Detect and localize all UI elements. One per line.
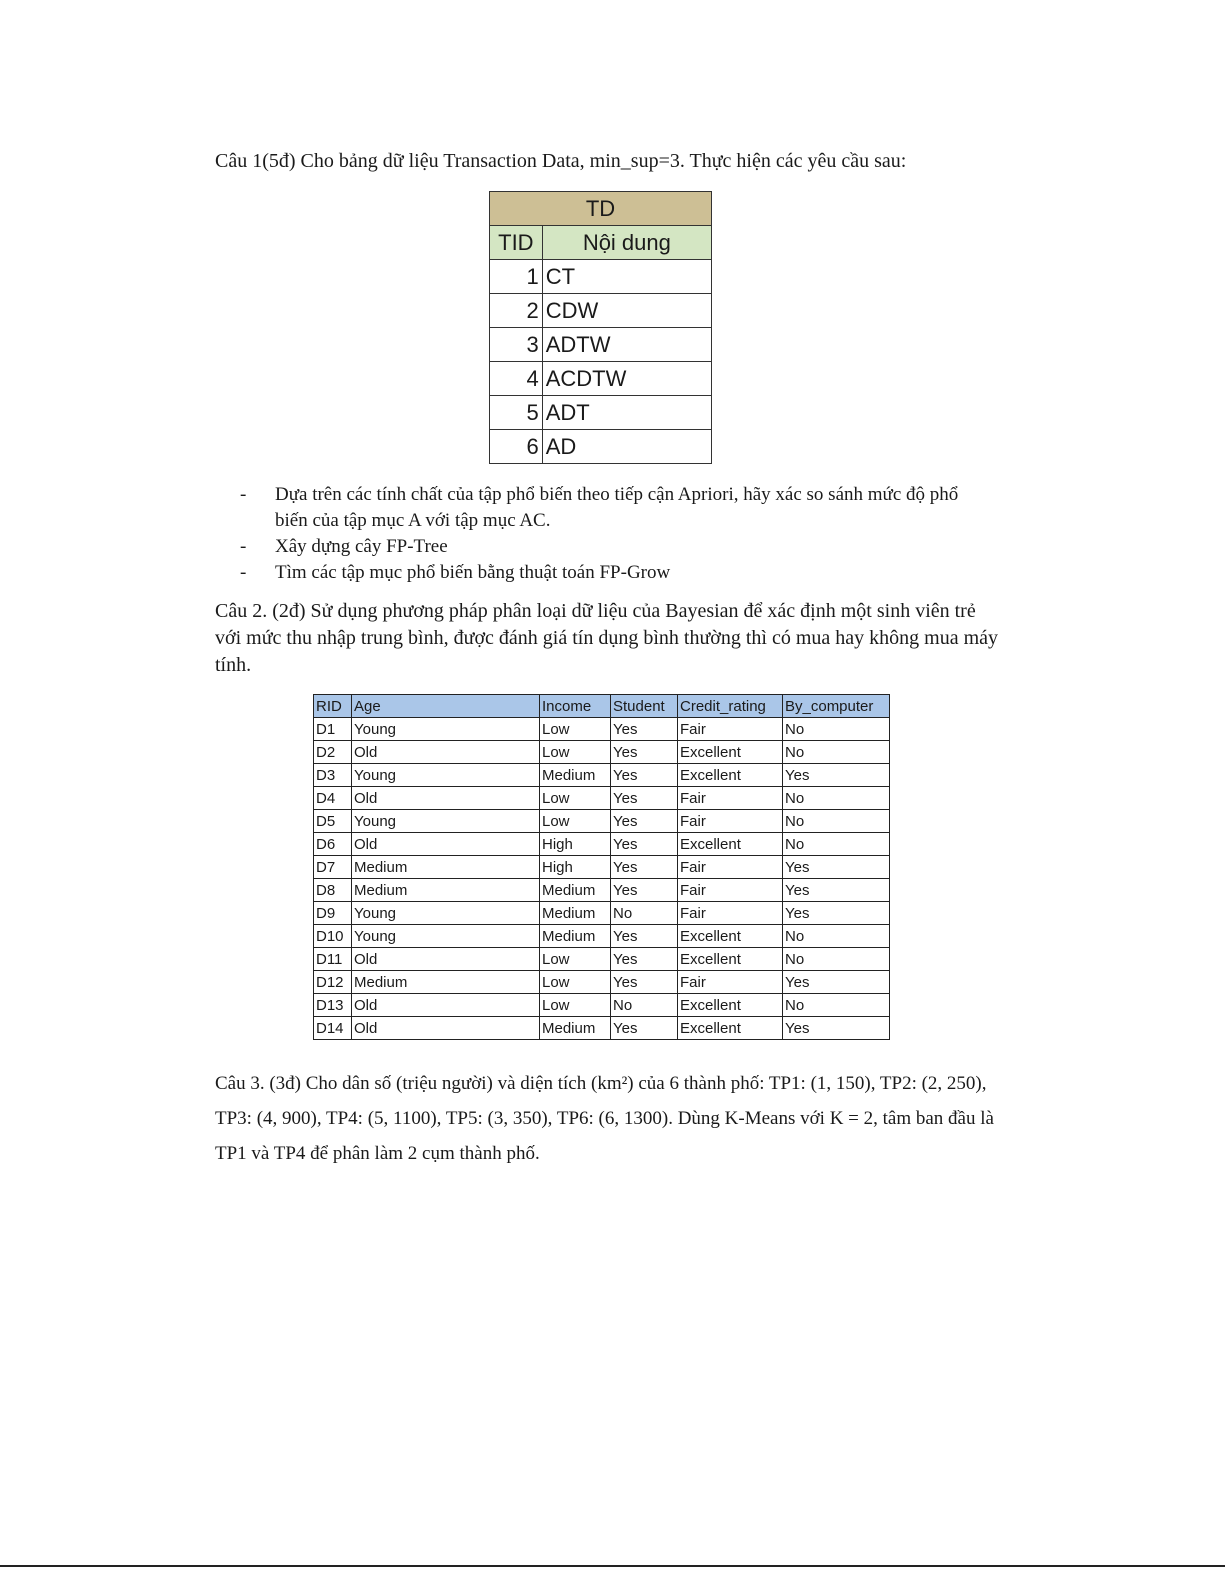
income-cell: Medium <box>540 764 611 787</box>
student-cell: Yes <box>611 764 678 787</box>
student-cell: Yes <box>611 741 678 764</box>
by-computer-cell: No <box>783 718 890 741</box>
table-row <box>490 362 712 396</box>
income-cell: High <box>540 833 611 856</box>
rid-cell: D14 <box>314 1017 352 1040</box>
by-computer-cell: No <box>783 833 890 856</box>
column-header-tid: TID <box>490 226 543 260</box>
table-row <box>314 925 890 948</box>
table-row <box>314 948 890 971</box>
page-bottom-rule <box>0 1565 1225 1567</box>
credit-rating-cell: Fair <box>678 879 783 902</box>
income-cell: High <box>540 856 611 879</box>
income-cell: Medium <box>540 902 611 925</box>
rid-cell: D8 <box>314 879 352 902</box>
student-cell: Yes <box>611 925 678 948</box>
rid-cell: D1 <box>314 718 352 741</box>
table-row <box>314 856 890 879</box>
rid-cell: D10 <box>314 925 352 948</box>
by-computer-cell: Yes <box>783 856 890 879</box>
by-computer-cell: Yes <box>783 902 890 925</box>
credit-rating-cell: Excellent <box>678 1017 783 1040</box>
list-item <box>240 534 980 560</box>
content-cell: ACDTW <box>542 362 711 396</box>
student-cell: Yes <box>611 787 678 810</box>
rid-cell: D2 <box>314 741 352 764</box>
question-3-text: Câu 3. (3đ) Cho dân số (triệu người) và diện tích (km²) của 6 thành phố: TP1: (1, 150), TP2: (2, 250), TP3: (4, 900), TP4: (5, 1100), TP5: (3, 350), TP6: (6, 1300). Dùng K-Means với K = 2, tâm ban đầu là TP1 và TP4 để phân làm 2 cụm thành phố. <box>215 1073 994 1164</box>
age-cell: Old <box>352 787 540 810</box>
table-row <box>314 902 890 925</box>
list-item <box>240 560 980 586</box>
student-cell: Yes <box>611 971 678 994</box>
student-cell: Yes <box>611 856 678 879</box>
rid-cell: D12 <box>314 971 352 994</box>
student-cell: Yes <box>611 1017 678 1040</box>
income-cell: Medium <box>540 1017 611 1040</box>
question-2-text: Câu 2. (2đ) Sử dụng phương pháp phân loại dữ liệu của Bayesian để xác định một sinh viên trẻ với mức thu nhập trung bình, được đánh giá tín dụng bình thường thì có mua hay không mua máy tính. <box>215 600 999 676</box>
rid-cell: D5 <box>314 810 352 833</box>
credit-rating-cell: Excellent <box>678 833 783 856</box>
by-computer-cell: No <box>783 925 890 948</box>
content-cell: CDW <box>542 294 711 328</box>
student-cell: Yes <box>611 810 678 833</box>
table-row <box>314 971 890 994</box>
content-cell: ADT <box>542 396 711 430</box>
credit-rating-cell: Fair <box>678 810 783 833</box>
table-row <box>314 1017 890 1040</box>
table-row <box>314 787 890 810</box>
by-computer-cell: Yes <box>783 1017 890 1040</box>
bayesian-data-table <box>313 694 890 1040</box>
table-row <box>314 718 890 741</box>
table-row <box>490 328 712 362</box>
age-cell: Old <box>352 948 540 971</box>
age-cell: Young <box>352 764 540 787</box>
bayesian-table-body <box>314 718 890 1040</box>
table-row <box>490 396 712 430</box>
age-cell: Young <box>352 810 540 833</box>
income-cell: Low <box>540 971 611 994</box>
task-text: Xây dựng cây FP-Tree <box>275 536 448 557</box>
student-cell: No <box>611 994 678 1017</box>
by-computer-cell: Yes <box>783 971 890 994</box>
bullet-dash: - <box>240 484 247 505</box>
rid-cell: D4 <box>314 787 352 810</box>
age-cell: Old <box>352 741 540 764</box>
content-cell: ADTW <box>542 328 711 362</box>
column-header-student: Student <box>611 695 678 718</box>
tid-cell: 5 <box>490 396 543 430</box>
by-computer-cell: No <box>783 810 890 833</box>
credit-rating-cell: Fair <box>678 718 783 741</box>
income-cell: Low <box>540 948 611 971</box>
column-header-content: Nội dung <box>542 226 711 260</box>
income-cell: Low <box>540 741 611 764</box>
age-cell: Medium <box>352 879 540 902</box>
column-header-income: Income <box>540 695 611 718</box>
age-cell: Old <box>352 833 540 856</box>
by-computer-cell: Yes <box>783 879 890 902</box>
student-cell: No <box>611 902 678 925</box>
age-cell: Young <box>352 925 540 948</box>
task-text: Dựa trên các tính chất của tập phổ biến theo tiếp cận Apriori, hãy xác so sánh mức độ phổ biến của tập mục A với tập mục AC. <box>275 484 959 531</box>
column-header-by-computer: By_computer <box>783 695 890 718</box>
table-row <box>314 879 890 902</box>
rid-cell: D6 <box>314 833 352 856</box>
credit-rating-cell: Fair <box>678 787 783 810</box>
rid-cell: D3 <box>314 764 352 787</box>
table-row <box>490 260 712 294</box>
rid-cell: D7 <box>314 856 352 879</box>
by-computer-cell: Yes <box>783 764 890 787</box>
income-cell: Low <box>540 718 611 741</box>
by-computer-cell: No <box>783 994 890 1017</box>
tid-cell: 3 <box>490 328 543 362</box>
rid-cell: D13 <box>314 994 352 1017</box>
student-cell: Yes <box>611 833 678 856</box>
credit-rating-cell: Excellent <box>678 994 783 1017</box>
credit-rating-cell: Excellent <box>678 741 783 764</box>
column-header-credit-rating: Credit_rating <box>678 695 783 718</box>
column-header-rid: RID <box>314 695 352 718</box>
content-cell: AD <box>542 430 711 464</box>
table-title: TD <box>490 192 712 226</box>
content-cell: CT <box>542 260 711 294</box>
list-item <box>240 482 980 534</box>
income-cell: Low <box>540 994 611 1017</box>
table-row <box>314 810 890 833</box>
table-row <box>490 430 712 464</box>
credit-rating-cell: Excellent <box>678 925 783 948</box>
table-row <box>314 994 890 1017</box>
table-row <box>490 294 712 328</box>
credit-rating-cell: Excellent <box>678 948 783 971</box>
table-row <box>314 764 890 787</box>
income-cell: Low <box>540 810 611 833</box>
tid-cell: 1 <box>490 260 543 294</box>
by-computer-cell: No <box>783 741 890 764</box>
student-cell: Yes <box>611 718 678 741</box>
income-cell: Medium <box>540 925 611 948</box>
credit-rating-cell: Fair <box>678 856 783 879</box>
task-text: Tìm các tập mục phổ biến bằng thuật toán FP-Grow <box>275 562 671 583</box>
income-cell: Medium <box>540 879 611 902</box>
age-cell: Old <box>352 1017 540 1040</box>
by-computer-cell: No <box>783 948 890 971</box>
age-cell: Young <box>352 902 540 925</box>
age-cell: Medium <box>352 856 540 879</box>
tid-cell: 6 <box>490 430 543 464</box>
task-list <box>240 482 980 586</box>
rid-cell: D11 <box>314 948 352 971</box>
age-cell: Old <box>352 994 540 1017</box>
credit-rating-cell: Fair <box>678 971 783 994</box>
column-header-age: Age <box>352 695 540 718</box>
credit-rating-cell: Fair <box>678 902 783 925</box>
student-cell: Yes <box>611 948 678 971</box>
question-1-heading: Câu 1(5đ) Cho bảng dữ liệu Transaction Data, min_sup=3. Thực hiện các yêu cầu sau: <box>215 150 907 172</box>
tid-cell: 2 <box>490 294 543 328</box>
by-computer-cell: No <box>783 787 890 810</box>
bullet-dash: - <box>240 562 247 583</box>
age-cell: Medium <box>352 971 540 994</box>
credit-rating-cell: Excellent <box>678 764 783 787</box>
income-cell: Low <box>540 787 611 810</box>
table-row <box>314 833 890 856</box>
student-cell: Yes <box>611 879 678 902</box>
tid-cell: 4 <box>490 362 543 396</box>
table-row <box>314 741 890 764</box>
age-cell: Young <box>352 718 540 741</box>
rid-cell: D9 <box>314 902 352 925</box>
transaction-data-table <box>489 191 712 464</box>
bullet-dash: - <box>240 536 247 557</box>
